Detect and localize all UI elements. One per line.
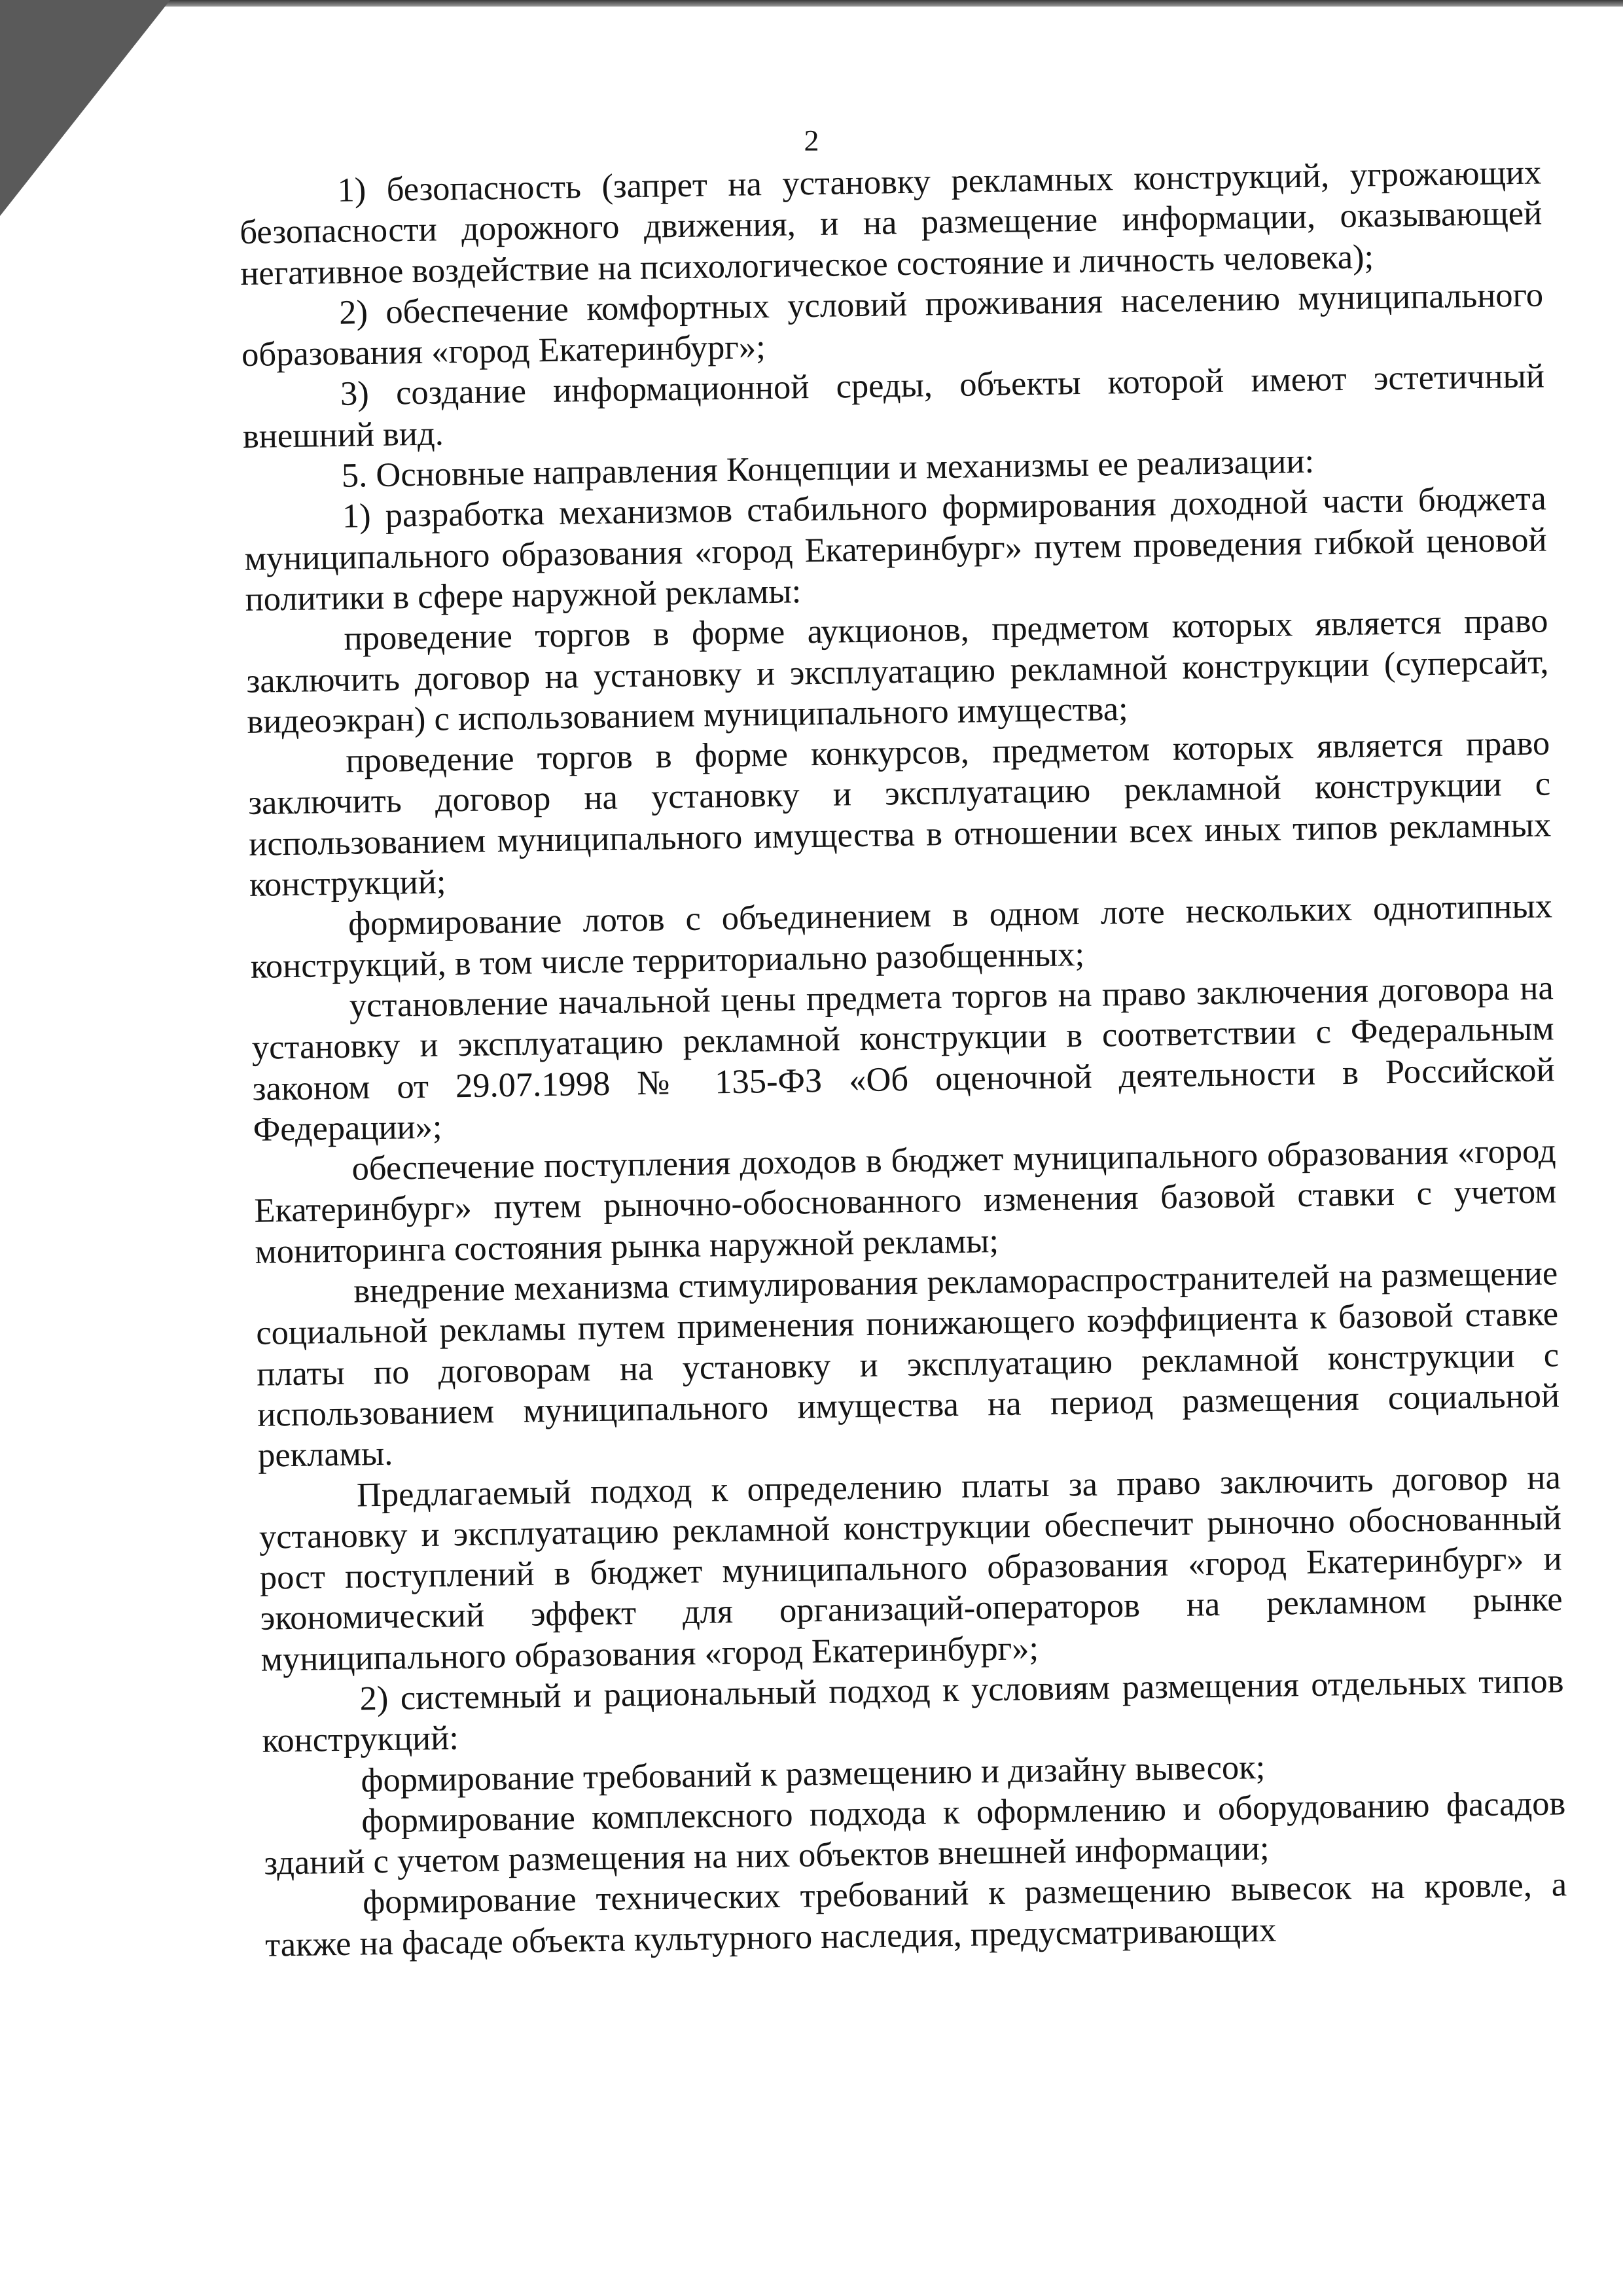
page-number: 2 (804, 124, 819, 157)
list-item-aesthetics: 3) создание информационной среды, объекты которой имеют эстетичный внешний вид. (242, 357, 1545, 456)
list-item-system-approach: 2) системный и рациональный подход к условиям размещения отдельных типов конструкций: (262, 1662, 1564, 1761)
paragraph-facades: формирование комплексного подхода к оформлению и оборудованию фасадов зданий с учетом размещения на них объектов внешней информации; (263, 1784, 1566, 1882)
list-item-comfort: 2) обеспечение комфортных условий проживания населению муниципального образования «город Екатеринбург»; (241, 276, 1544, 374)
paragraph-proposed-approach: Предлагаемый подход к определению платы за право заключить договор на установку и эксплуатацию рекламной конструкции обеспечит рыночно обоснованный рост поступлений в бюджет муниципального образования «город Екатеринбург» и экономический эффект для организаций-операторов на рекламном рынке муниципального образования «город Екатеринбург»; (259, 1458, 1563, 1679)
paragraph-revenue: обеспечение поступления доходов в бюджет муниципального образования «город Екатеринбург» путем рыночно-обоснованного изменения базовой ставки с учетом мониторинга состояния рынка наружной рекламы; (254, 1132, 1557, 1271)
section-heading-5: 5. Основные направления Концепции и механизмы ее реализации: (341, 442, 1315, 495)
paragraph-tenders: проведение торгов в форме конкурсов, предметом которых является право заключить договор на установку и эксплуатацию рекламной конструкции с использованием муниципального имущества в отношении всех иных типов рекламных конструкций; (247, 724, 1552, 904)
paragraph-auctions: проведение торгов в форме аукционов, предметом которых является право заключить договор на установку и эксплуатацию рекламной конструкции (суперсайт, видеоэкран) с использованием муниципального имущества; (246, 601, 1549, 741)
scan-corner-shadow (0, 0, 170, 216)
document-body (239, 152, 1567, 1965)
paragraph-signage-design: формирование требований к размещению и дизайну вывесок; (361, 1748, 1266, 1800)
paragraph-social-advertising: внедрение механизма стимулирования рекламораспространителей на размещение социальной рекламы путем применения понижающего коэффициента к базовой ставке платы по договорам на установку и эксплуатацию рекламной конструкции с использованием муниципального имущества на период размещения социальной рекламы. (255, 1254, 1560, 1475)
list-item-budget-mechanisms: 1) разработка механизмов стабильного формирования доходной части бюджета муниципального образования «город Екатеринбург» путем проведения гибкой ценовой политики в сфере наружной рекламы: (244, 479, 1547, 619)
scan-edge-shadow (0, 0, 1623, 7)
paragraph-initial-price: установление начальной цены предмета торгов на право заключения договора на установку и эксплуатацию рекламной конструкции в соответствии с Федеральным законом от 29.07.1998 № 135-ФЗ «Об оценочной деятельности в Российской Федерации»; (251, 969, 1556, 1149)
paragraph-lots: формирование лотов с объединением в одном лоте нескольких однотипных конструкций, в том числе территориально разобщенных; (250, 887, 1553, 986)
list-item-safety: 1) безопасность (запрет на установку рекламных конструкций, угрожающих безопасности дорожного движения, и на размещение информации, оказывающей негативное воздействие на психологическое состояние и личность человека); (239, 153, 1543, 293)
paragraph-technical-requirements: формирование технических требований к размещению вывесок на кровле, а также на фасаде объекта культурного наследия, предусматривающих (264, 1865, 1567, 1964)
